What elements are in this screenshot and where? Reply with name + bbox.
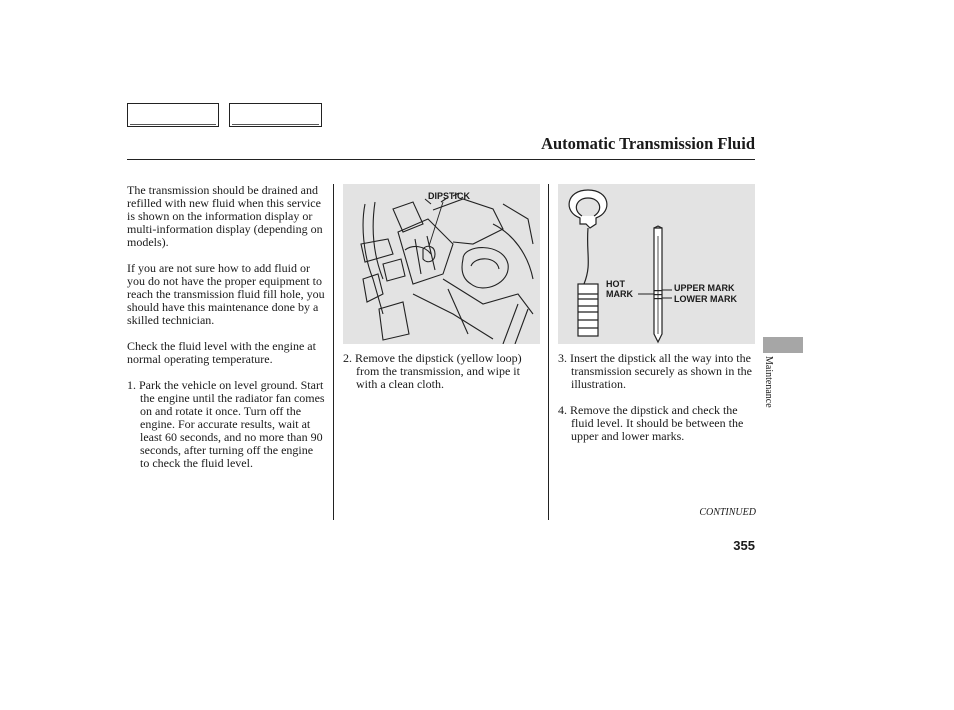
check-paragraph: Check the fluid level with the engine at normal operating temperature.: [127, 339, 316, 366]
hot-mark-line-1: HOT: [606, 279, 625, 289]
hot-mark-label: [606, 279, 633, 299]
continued-note: CONTINUED: [699, 507, 756, 518]
column-left: [127, 184, 325, 470]
step-1: 1. Park the vehicle on level ground. Start the engine until the radiator fan comes on and rotate it once. Turn off the engine. For accurate results, wait at least 60 seconds, and no more than 90 seconds, after turning off the engine to check the fluid level.: [127, 378, 325, 470]
upper-mark-label: UPPER MARK: [674, 283, 735, 293]
column-divider: [548, 184, 549, 520]
dipstick-location-illustration: [343, 184, 540, 344]
dipstick-drawing: [558, 184, 755, 344]
column-divider: [333, 184, 334, 520]
column-right: [558, 352, 756, 443]
nav-box-right[interactable]: [229, 103, 322, 127]
step-4: 4. Remove the dipstick and check the fluid level. It should be between the upper and lower marks.: [558, 403, 744, 443]
section-tab-label-wrapper: [760, 356, 780, 426]
title-rule: [127, 159, 755, 160]
section-tab-label: Maintenance: [763, 356, 774, 408]
column-middle: [343, 352, 541, 391]
dipstick-label: DIPSTICK: [428, 191, 471, 201]
section-tab-marker[interactable]: [763, 337, 803, 353]
intro-paragraph: The transmission should be drained and refilled with new fluid when this service is shown on the information display or multi-information display (depending on models).: [127, 183, 323, 249]
page-number: 355: [733, 538, 755, 553]
engine-bay-drawing: [343, 184, 540, 344]
lower-mark-label: LOWER MARK: [674, 294, 737, 304]
step-2: 2. Remove the dipstick (yellow loop) from the transmission, and wipe it with a clean cloth.: [343, 351, 522, 391]
step-3: 3. Insert the dipstick all the way into the transmission securely as shown in the illustration.: [558, 351, 752, 391]
service-paragraph: If you are not sure how to add fluid or you do not have the proper equipment to reach the transmission fluid fill hole, you should have this maintenance done by a skilled technician.: [127, 261, 325, 327]
hot-mark-line-2: MARK: [606, 289, 633, 299]
page-title: Automatic Transmission Fluid: [541, 134, 755, 153]
nav-box-left[interactable]: [127, 103, 219, 127]
dipstick-marks-illustration: [558, 184, 755, 344]
